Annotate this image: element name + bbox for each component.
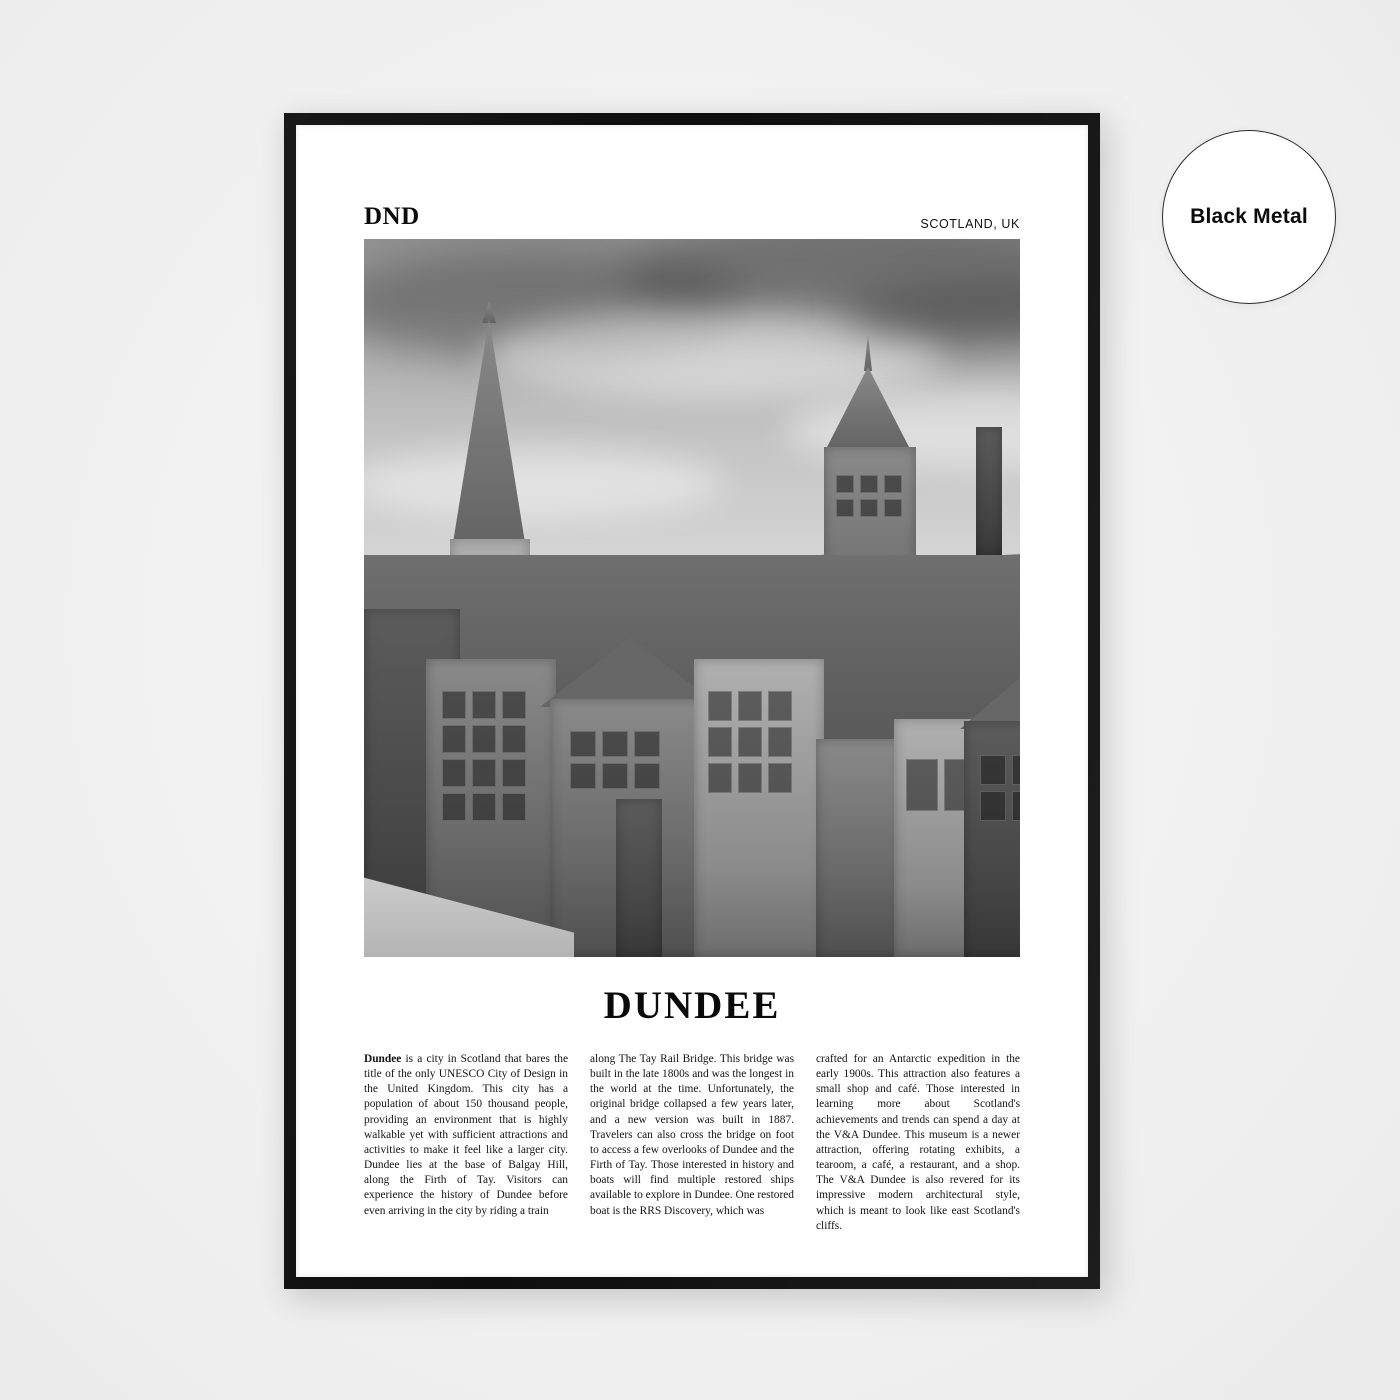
center-windows	[570, 731, 660, 789]
frame-mat	[296, 125, 1088, 1277]
body-column-3: crafted for an Antarctic expedition in the early 1900s. This attraction also features a small shop and café. Those interested in learning more about Scotland's achievements and trends can spend a day at the V&A Dundee. This museum is a newer attraction, offering rotating exhibits, a tearoom, a café, a restaurant, and a shop. The V&A Dundee is also revered for its impressive modern architectural style, which is meant to look like east Scotland's cliffs.	[816, 1053, 1020, 1232]
poster-body	[364, 1052, 1020, 1234]
right-windows	[980, 755, 1020, 821]
poster-region: SCOTLAND, UK	[920, 217, 1020, 231]
street-windows	[708, 691, 792, 793]
chimney-stack	[976, 427, 1002, 557]
page-title: DUNDEE	[603, 984, 781, 1027]
tenement-windows	[442, 691, 526, 821]
picture-frame	[284, 113, 1100, 1289]
building-right-center	[816, 739, 902, 957]
tower-windows	[836, 475, 902, 517]
poster-photo	[364, 239, 1020, 957]
body-column-1	[364, 1052, 568, 1234]
material-swatch-label: Black Metal	[1190, 205, 1308, 228]
body-column-2: along The Tay Rail Bridge. This bridge was built in the late 1800s and was the longest in the world at the time. Unfortunately, the original bridge collapsed a few years later, and a new version was built in 1887. Travelers can also cross the bridge on foot to access a few overlooks of Dundee and the Firth of Tay. Those interested in history and boats will find multiple restored ships available to explore in Dundee. One restored boat is the RRS Discovery, which was	[590, 1053, 795, 1217]
poster-header	[364, 203, 1020, 239]
material-swatch-badge[interactable]	[1162, 130, 1336, 304]
body-column-1-text: is a city in Scotland that bares the title of the only UNESCO City of Design in the United Kingdom. This city has a population of about 150 thousand people, providing an environment that is highly walkable yet with sufficient attractions and activities to make it feel like a larger city. Dundee lies at the base of Balgay Hill, along the Firth of Tay. Visitors can experience the history of Dundee before even arriving in the city by riding a train	[364, 1053, 568, 1217]
poster	[364, 203, 1020, 1232]
doorway	[616, 799, 662, 957]
lead-word: Dundee	[364, 1053, 402, 1065]
poster-brand: DND	[364, 203, 420, 230]
